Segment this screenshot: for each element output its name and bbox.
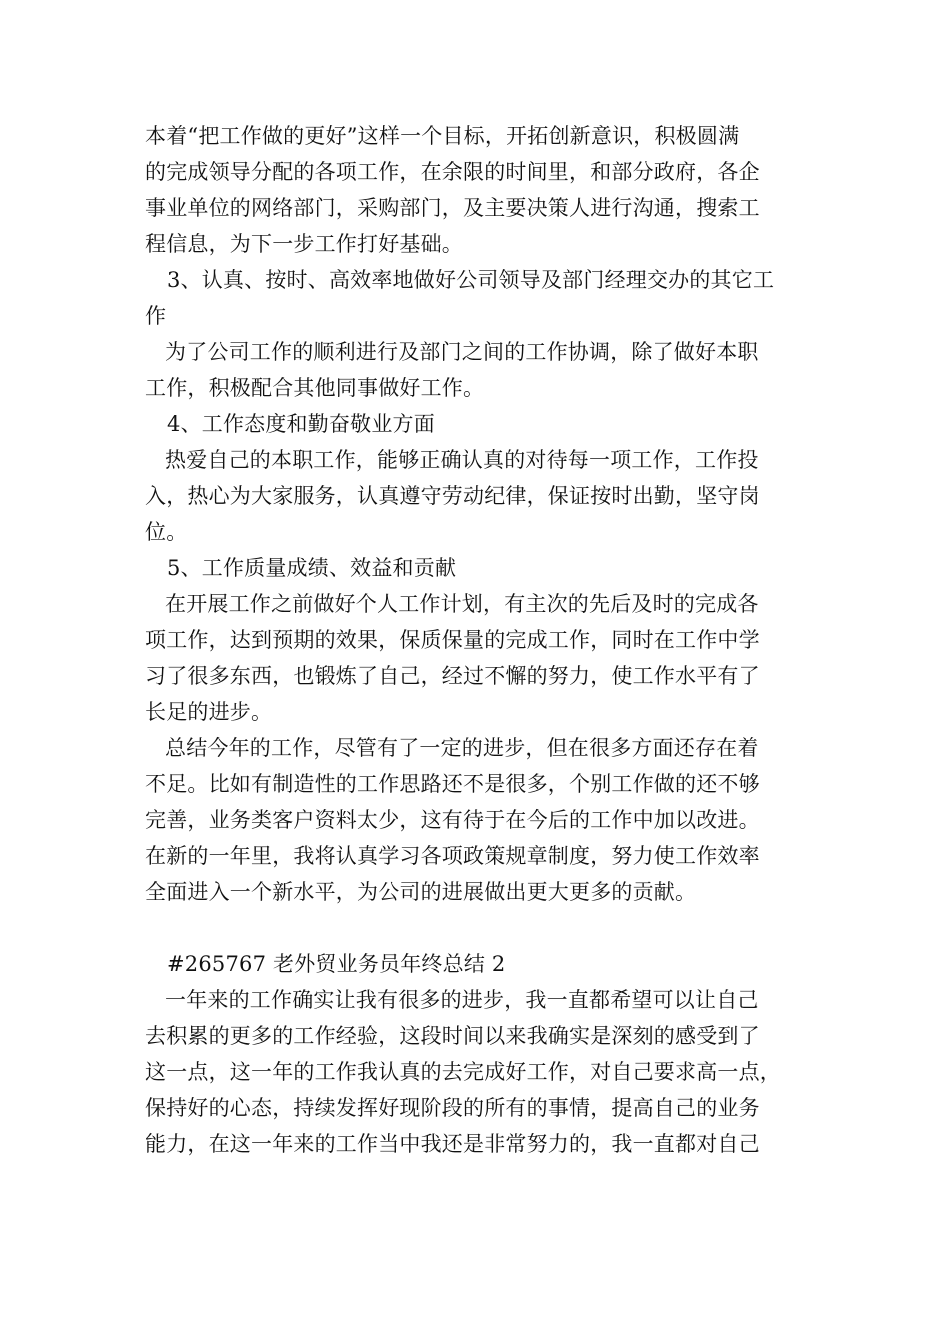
paragraph-quality [145, 586, 817, 730]
text-line: 的完成领导分配的各项工作，在余限的时间里，和部分政府，各企 [145, 160, 760, 184]
paragraph-goal [145, 118, 817, 262]
text-line: 本着“把工作做的更好”这样一个目标，开拓创新意识，积极圆满 [145, 124, 740, 148]
paragraph-year-review [145, 982, 817, 1162]
text-line: 这一点，这一年的工作我认真的去完成好工作，对自己要求高一点， [145, 1060, 781, 1084]
document-page [145, 118, 817, 1162]
text-line: 保持好的心态，持续发挥好现阶段的所有的事情，提高自己的业务 [145, 1096, 760, 1120]
text-line: 不足。比如有制造性的工作思路还不是很多，个别工作做的还不够 [145, 772, 760, 796]
text-line: 热爱自己的本职工作，能够正确认真的对待每一项工作，工作投 [165, 448, 759, 472]
section-heading-3 [145, 262, 817, 334]
text-line: 一年来的工作确实让我有很多的进步，我一直都希望可以让自己 [165, 988, 759, 1012]
text-line: 为了公司工作的顺利进行及部门之间的工作协调，除了做好本职 [165, 340, 759, 364]
text-line: 程信息，为下一步工作打好基础。 [145, 232, 463, 256]
text-line: 工作，积极配合其他同事做好工作。 [145, 376, 485, 400]
title-line: #265767 老外贸业务员年终总结 2 [167, 952, 506, 976]
heading-line: 5、工作质量成绩、效益和贡献 [167, 556, 457, 580]
paragraph-coordination [145, 334, 817, 406]
text-line: 在开展工作之前做好个人工作计划，有主次的先后及时的完成各 [165, 592, 759, 616]
text-line: 事业单位的网络部门，采购部门，及主要决策人进行沟通，搜索工 [145, 196, 760, 220]
text-line: 总结今年的工作，尽管有了一定的进步，但在很多方面还存在着 [165, 736, 759, 760]
section-heading-4 [145, 406, 817, 442]
heading-line: 3、认真、按时、高效率地做好公司领导及部门经理交办的其它工 [167, 268, 775, 292]
paragraph-attitude [145, 442, 817, 550]
text-line: 全面进入一个新水平，为公司的进展做出更大更多的贡献。 [145, 880, 697, 904]
heading-line: 4、工作态度和勤奋敬业方面 [167, 412, 435, 436]
text-line: 项工作，达到预期的效果，保质保量的完成工作，同时在工作中学 [145, 628, 760, 652]
heading-line: 作 [145, 304, 167, 328]
text-line: 去积累的更多的工作经验，这段时间以来我确实是深刻的感受到了 [145, 1024, 760, 1048]
section-heading-5 [145, 550, 817, 586]
paragraph-summary [145, 730, 817, 910]
text-line: 长足的进步。 [145, 700, 273, 724]
text-line: 入，热心为大家服务，认真遵守劳动纪律，保证按时出勤，坚守岗 [145, 484, 760, 508]
text-line: 在新的一年里，我将认真学习各项政策规章制度，努力使工作效率 [145, 844, 760, 868]
text-line: 习了很多东西，也锻炼了自己，经过不懈的努力，使工作水平有了 [145, 664, 760, 688]
article-title [145, 946, 817, 982]
text-line: 位。 [145, 520, 188, 544]
text-line: 能力，在这一年来的工作当中我还是非常努力的，我一直都对自己 [145, 1132, 760, 1156]
text-line: 完善，业务类客户资料太少，这有待于在今后的工作中加以改进。 [145, 808, 760, 832]
